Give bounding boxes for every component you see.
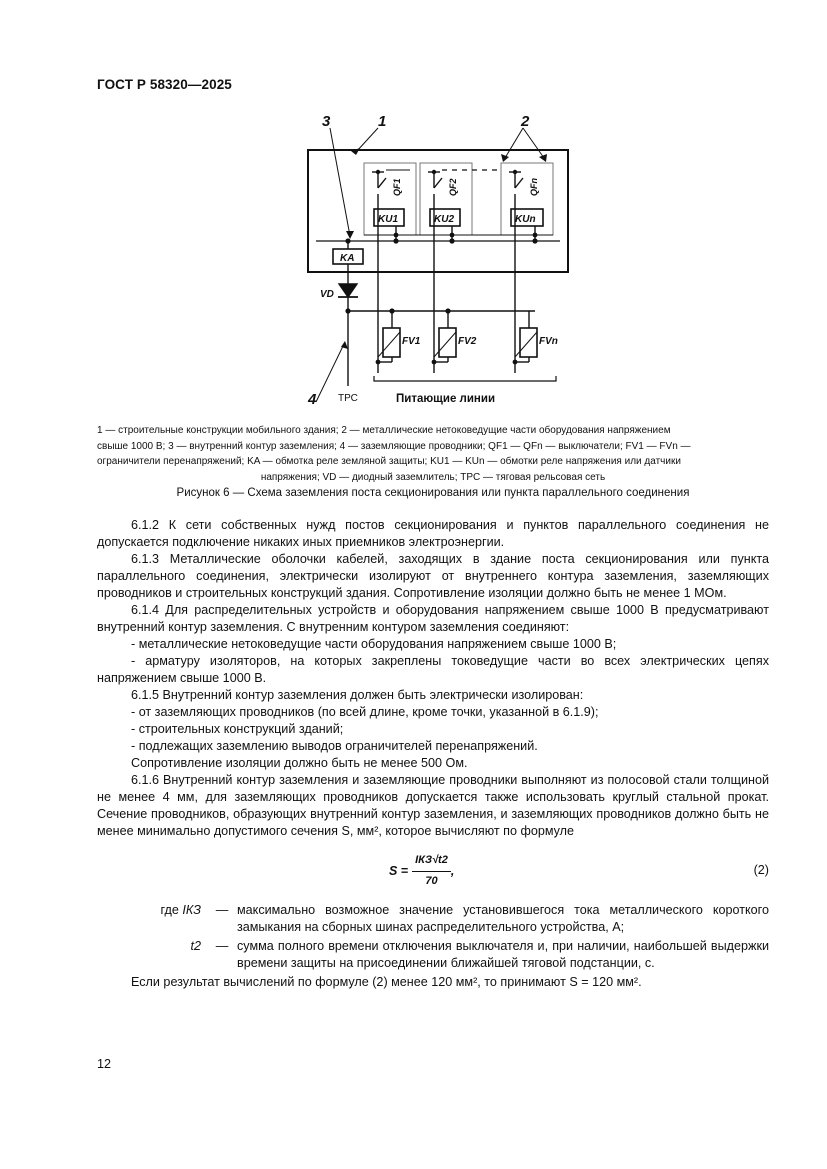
list-item-6-1-5-b: - строительных конструкций зданий; [131, 722, 344, 736]
formula-2 [97, 844, 769, 896]
where-dash-1: — [215, 903, 229, 917]
symbol-t2: t2 [190, 939, 201, 953]
formula-denominator: 70 [425, 875, 438, 887]
paragraph-6-1-3: 6.1.3 Металлические оболочки кабелей, заходящих в здание поста секционирования или пункта параллельного соединения, электрически изолируют от внутреннего контура заземления, заземляющих проводников и строительных конструкций здания. Сопротивление изоляции должно быть не менее 1 МОм. [97, 552, 769, 600]
feeders-brace [374, 376, 556, 381]
label-fv1: FV1 [402, 336, 421, 347]
label-ku1: KU1 [378, 214, 399, 225]
paragraph-6-1-5-resistance: Сопротивление изоляции должно быть не менее 500 Ом. [131, 756, 468, 770]
label-ku2: KU2 [434, 214, 455, 225]
label-qf2: QF2 [448, 178, 458, 196]
list-item-6-1-5-c: - подлежащих заземлению выводов ограничителей перенапряжений. [131, 739, 538, 753]
formula-fraction [412, 852, 451, 890]
limiter-fv1 [383, 328, 400, 357]
callout-3: 3 [322, 113, 331, 130]
formula-expression [389, 852, 454, 890]
where-row-t2 [97, 938, 769, 972]
where-text-t2: сумма полного времени отключения выключателя и, при наличии, наибольшей выдержки времени защиты на присоединении ближайшей тяговой подстанции, с. [237, 939, 769, 970]
label-fvn: FVn [539, 336, 558, 347]
paragraph-6-1-6: 6.1.6 Внутренний контур заземления и заземляющие проводники выполняют из полосовой стали толщиной не менее 4 мм, для заземляющих проводников допускается также использовать круглый стальной прокат. Сечение проводников, образующих внутренний контур заземления, и заземляющих проводников должно быть не менее минимально допустимого сечения S, мм², которое вычисляют по формуле [97, 773, 769, 838]
formula-conclusion: Если результат вычислений по формуле (2) менее 120 мм², то принимают S = 120 мм². [131, 975, 642, 989]
label-qfn: QFn [529, 178, 539, 196]
callout-1: 1 [378, 113, 387, 130]
label-feeders: Питающие линии [396, 393, 496, 405]
formula-legend [97, 902, 769, 991]
paragraph-6-1-4: 6.1.4 Для распределительных устройств и оборудования напряжением свыше 1000 В предусматривают внутренний контур заземления. С внутренним контуром заземления соединяют: [97, 603, 769, 634]
diode-vd [339, 284, 357, 297]
where-symbol-t2 [97, 938, 207, 972]
body-text [97, 517, 769, 991]
figure-legend [97, 423, 769, 485]
label-vd: VD [320, 289, 334, 300]
where-prefix: где [160, 903, 179, 917]
paragraph-6-1-2: 6.1.2 К сети собственных нужд постов секционирования и пунктов параллельного соединения не допускается подключение никаких иных приемников электроэнергии. [97, 518, 769, 549]
legend-line-3: ограничители перенапряжений; KA — обмотка реле земляной защиты; KU1 — KUn — обмотки реле напряжения или датчики [97, 456, 681, 467]
where-symbol-ikz [97, 902, 207, 936]
label-fv2: FV2 [458, 336, 477, 347]
label-kun: KUn [515, 214, 536, 225]
callout-4: 4 [308, 391, 317, 408]
list-item-6-1-5-a: - от заземляющих проводников (по всей длине, кроме точки, указанной в 6.1.9); [131, 705, 599, 719]
legend-line-1: 1 — строительные конструкции мобильного здания; 2 — металлические нетоковедущие части оборудования напряжением [97, 425, 671, 436]
equation-number: (2) [753, 863, 769, 877]
legend-line-4: напряжения; VD — диодный заземлитель; ТРС — тяговая рельсовая сеть [260, 471, 606, 483]
legend-line-2: свыше 1000 В; 3 — внутренний контур заземления; 4 — заземляющие проводники; QF1 — QFn — выключатели; FV1 — FVn — [97, 440, 691, 452]
limiter-fvn [520, 328, 537, 357]
list-item-6-1-4-b: - арматуру изоляторов, на которых закреплены токоведущие части во всех электрических цепях напряжением свыше 1000 В. [97, 654, 769, 685]
where-text-ikz: максимально возможное значение установившегося тока металлического короткого замыкания на сборных шинах распределительного устройства, А; [237, 903, 769, 934]
figure-title: Рисунок 6 — Схема заземления поста секционирования или пункта параллельного соединения [176, 487, 690, 499]
label-rail: ТРС [338, 393, 358, 404]
label-qf1: QF1 [392, 178, 402, 196]
limiter-fv2 [439, 328, 456, 357]
page-number: 12 [97, 1057, 112, 1071]
callout-2: 2 [521, 113, 530, 130]
where-row-ikz [97, 902, 769, 936]
paragraph-6-1-5: 6.1.5 Внутренний контур заземления должен быть электрически изолирован: [131, 688, 584, 702]
document-header: ГОСТ Р 58320—2025 [97, 77, 232, 92]
where-dash-2: — [215, 939, 229, 953]
symbol-ikz: IКЗ [182, 903, 201, 917]
list-item-6-1-4-a: - металлические нетоковедущие части оборудования напряжением свыше 1000 В; [131, 637, 617, 651]
label-ka: KA [340, 253, 355, 264]
grounding-diagram [0, 108, 827, 418]
formula-numerator: IКЗ√t2 [412, 852, 451, 872]
formula-lhs: S = [389, 863, 409, 878]
formula-tail: , [450, 863, 455, 878]
